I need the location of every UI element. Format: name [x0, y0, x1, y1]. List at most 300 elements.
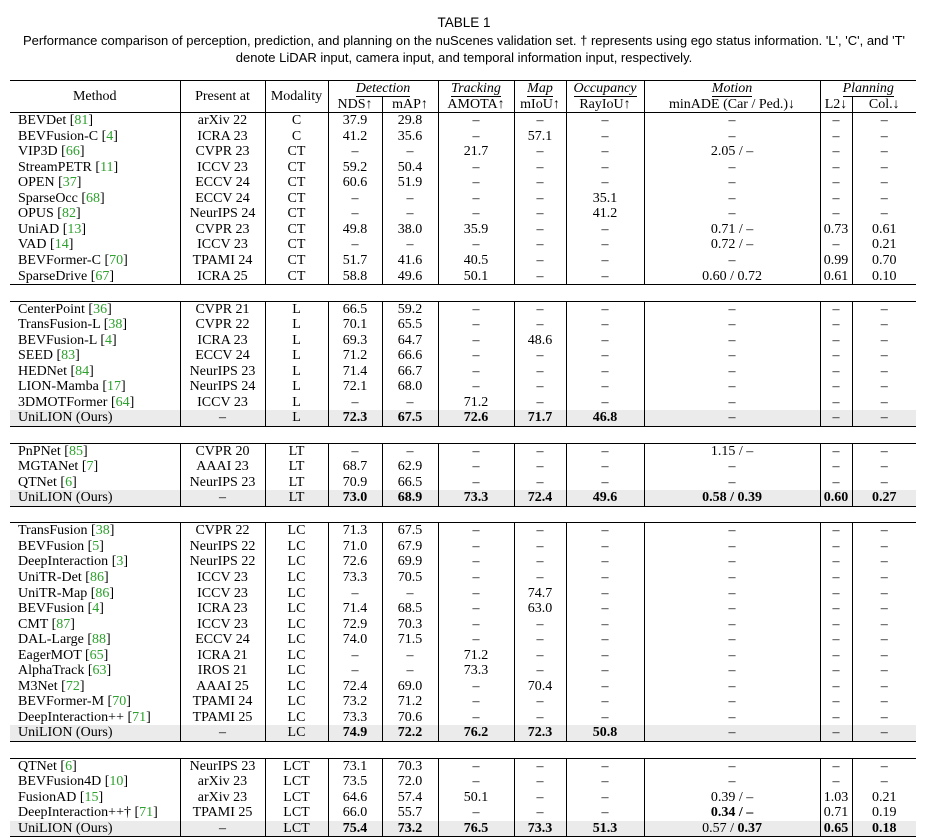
present-cell: TPAMI 25 [180, 805, 265, 821]
l2-cell: – [820, 113, 852, 129]
map-cell: 55.7 [382, 805, 438, 821]
l2-cell: – [820, 395, 852, 411]
header-planning [820, 81, 916, 97]
col-cell: 0.27 [852, 490, 916, 506]
citation-link[interactable]: 3 [116, 554, 124, 570]
method-cell: CMT [87] [18, 616, 75, 632]
map-cell: – [382, 663, 438, 679]
table-row [10, 379, 916, 395]
amota-cell: – [438, 191, 514, 207]
miou-cell: – [514, 805, 566, 821]
method-name: LION-Mamba [18, 379, 99, 395]
miou-cell: – [514, 113, 566, 129]
modality-cell: LC [265, 648, 328, 664]
citation-link[interactable]: 4 [105, 332, 112, 348]
method-cell: SparseDrive [67] [18, 268, 115, 284]
map-cell: 35.6 [382, 129, 438, 145]
method-name: SparseOcc [18, 190, 78, 206]
amota-cell: – [438, 379, 514, 395]
l2-cell: – [820, 317, 852, 333]
header-planning-label: Planning [842, 81, 894, 96]
citation-link[interactable]: 71 [132, 709, 147, 725]
citation-link[interactable]: 10 [109, 774, 124, 790]
col-cell: – [852, 395, 916, 411]
rayiou-cell: – [566, 237, 644, 253]
present-cell: ICRA 23 [180, 601, 265, 617]
l2-cell: – [820, 617, 852, 633]
modality-cell: LT [265, 490, 328, 506]
present-cell: CVPR 22 [180, 523, 265, 539]
citation-link[interactable]: 17 [107, 379, 122, 395]
map-cell: 72.0 [382, 774, 438, 790]
l2-cell: – [820, 648, 852, 664]
citation-link[interactable]: 81 [74, 113, 89, 129]
method-cell: TransFusion [38] [10, 523, 180, 539]
modality-cell: CT [265, 237, 328, 253]
miou-cell: – [514, 694, 566, 710]
method-name: BEVFusion4D [18, 774, 102, 790]
map-cell: 66.7 [382, 364, 438, 380]
l2-cell: – [820, 632, 852, 648]
method-cell: BEVFusion-C [4] [18, 128, 118, 144]
rayiou-cell: 51.3 [566, 821, 644, 837]
modality-cell: LT [265, 475, 328, 491]
header-modality: Modality [265, 81, 328, 113]
method-cell: QTNet [6] [18, 474, 77, 490]
modality-cell: CT [265, 144, 328, 160]
method-cell: UniTR-Det [86] [18, 569, 109, 585]
l2-cell: 0.60 [820, 490, 852, 506]
table-row [10, 648, 916, 664]
minade-cell: – [644, 348, 820, 364]
present-cell: – [180, 490, 265, 506]
method-cell: BEVFusion4D [10] [18, 774, 129, 790]
method-cell: SEED [83] [18, 348, 80, 364]
modality-cell: L [265, 395, 328, 411]
table-row [10, 206, 916, 222]
table-body [10, 113, 916, 837]
table-row [10, 129, 916, 145]
amota-cell: – [438, 364, 514, 380]
table-row [10, 586, 916, 602]
method-cell: 3DMOTFormer [64] [18, 394, 135, 410]
group-separator-cell [10, 427, 916, 444]
col-cell: – [852, 725, 916, 741]
citation-link[interactable]: 6 [65, 758, 73, 774]
col-cell: – [852, 410, 916, 426]
method-cell: OPUS [82] [18, 206, 81, 222]
map-cell: 70.5 [382, 570, 438, 586]
method-name: UniTR-Map [18, 585, 88, 601]
map-cell: 68.0 [382, 379, 438, 395]
present-cell: ICRA 25 [180, 269, 265, 285]
miou-cell: – [514, 475, 566, 491]
map-cell: – [382, 648, 438, 664]
method-name: VAD [18, 237, 47, 253]
l2-cell: – [820, 144, 852, 160]
amota-cell: – [438, 694, 514, 710]
miou-cell: 71.7 [514, 410, 566, 426]
amota-cell: 76.2 [438, 725, 514, 741]
citation-link[interactable]: 37 [62, 175, 77, 191]
modality-cell: L [265, 410, 328, 426]
method-name: HEDNet [18, 363, 67, 379]
method-name: StreamPETR [18, 159, 92, 175]
amota-cell: – [438, 601, 514, 617]
miou-cell: 70.4 [514, 679, 566, 695]
nds-cell: 75.4 [328, 821, 382, 837]
amota-cell: – [438, 617, 514, 633]
citation-link[interactable]: 71 [139, 805, 154, 821]
amota-cell: – [438, 475, 514, 491]
l2-cell: 0.65 [820, 821, 852, 837]
method-cell [10, 821, 180, 837]
nds-cell: 72.4 [328, 679, 382, 695]
citation-link[interactable]: 6 [65, 474, 73, 490]
map-cell: 71.5 [382, 632, 438, 648]
l2-cell: – [820, 364, 852, 380]
citation-link[interactable]: 68 [86, 190, 101, 206]
col-cell: – [852, 694, 916, 710]
amota-cell: – [438, 539, 514, 555]
minade-cell: 0.72 / – [644, 237, 820, 253]
present-cell: ICRA 23 [180, 333, 265, 349]
method-name: M3Net [18, 678, 58, 694]
rayiou-cell: – [566, 269, 644, 285]
citation-link[interactable]: 4 [106, 128, 114, 144]
table-row [10, 301, 916, 317]
amota-cell: – [438, 348, 514, 364]
map-cell: 50.4 [382, 160, 438, 176]
method-name: 3DMOTFormer [18, 394, 108, 410]
amota-cell: – [438, 301, 514, 317]
table-row [10, 539, 916, 555]
rayiou-cell: – [566, 632, 644, 648]
minade-cell: – [644, 379, 820, 395]
rayiou-cell: – [566, 586, 644, 602]
method-cell: HEDNet [84] [18, 363, 94, 379]
present-cell: ICCV 23 [180, 586, 265, 602]
present-cell: – [180, 725, 265, 741]
group-separator-cell [10, 741, 916, 758]
minade-cell: – [644, 301, 820, 317]
citation-link[interactable]: 72 [65, 678, 80, 694]
citation-link[interactable]: 67 [95, 268, 110, 284]
rayiou-cell: – [566, 459, 644, 475]
citation-link[interactable]: 86 [89, 569, 104, 585]
method-name: TransFusion [18, 523, 88, 539]
nds-cell: 66.0 [328, 805, 382, 821]
minade-cell: – [644, 459, 820, 475]
map-cell: – [382, 443, 438, 459]
method-cell: DeepInteraction++† [71] [18, 805, 158, 821]
present-cell: ECCV 24 [180, 348, 265, 364]
rayiou-cell: – [566, 443, 644, 459]
present-cell: ICCV 23 [180, 617, 265, 633]
present-cell: TPAMI 24 [180, 253, 265, 269]
amota-cell: – [438, 333, 514, 349]
minade-cell: – [644, 710, 820, 726]
map-cell: – [382, 237, 438, 253]
minade-cell: 0.57 / 0.37 [644, 821, 820, 837]
method-cell: PnPNet [85] [10, 443, 180, 459]
miou-cell: – [514, 632, 566, 648]
nds-cell: 70.9 [328, 475, 382, 491]
modality-cell: C [265, 129, 328, 145]
present-cell: TPAMI 24 [180, 694, 265, 710]
rayiou-cell: – [566, 222, 644, 238]
modality-cell: LC [265, 663, 328, 679]
group-separator [10, 506, 916, 523]
minade-cell: 1.15 / – [644, 443, 820, 459]
method-name: QTNet [18, 474, 57, 490]
method-name: CMT [18, 616, 49, 632]
map-cell: 64.7 [382, 333, 438, 349]
modality-cell: CT [265, 269, 328, 285]
minade-cell: 0.58 / 0.39 [644, 490, 820, 506]
rayiou-cell: 41.2 [566, 206, 644, 222]
group-separator [10, 741, 916, 758]
col-cell: – [852, 113, 916, 129]
col-cell: – [852, 459, 916, 475]
map-cell: 65.5 [382, 317, 438, 333]
nds-cell: 73.1 [328, 758, 382, 774]
l2-cell: – [820, 237, 852, 253]
method-name: SEED [18, 348, 53, 364]
results-table [10, 80, 916, 837]
col-cell: – [852, 379, 916, 395]
method-name: DeepInteraction++† [18, 805, 131, 821]
map-cell: 68.5 [382, 601, 438, 617]
method-cell: M3Net [72] [18, 678, 85, 694]
group-separator [10, 427, 916, 444]
map-cell: – [382, 206, 438, 222]
rayiou-cell: – [566, 333, 644, 349]
l2-cell: – [820, 663, 852, 679]
citation-link[interactable]: 82 [61, 206, 76, 222]
miou-cell: 63.0 [514, 601, 566, 617]
amota-cell: 73.3 [438, 663, 514, 679]
header-motion [644, 81, 820, 97]
modality-cell: LC [265, 554, 328, 570]
l2-cell: – [820, 554, 852, 570]
amota-cell: – [438, 206, 514, 222]
present-cell: AAAI 25 [180, 679, 265, 695]
minade-cell: – [644, 113, 820, 129]
modality-cell: C [265, 113, 328, 129]
method-name: BEVFormer-M [18, 694, 105, 710]
rayiou-cell: – [566, 790, 644, 806]
col-cell: – [852, 586, 916, 602]
minade-cell: – [644, 523, 820, 539]
modality-cell: L [265, 301, 328, 317]
citation-link[interactable]: 88 [92, 632, 106, 648]
minade-cell: 0.34 / – [644, 805, 820, 821]
nds-cell: 68.7 [328, 459, 382, 475]
citation-link[interactable]: 64 [115, 394, 130, 410]
modality-cell: LC [265, 632, 328, 648]
miou-cell: – [514, 175, 566, 191]
rayiou-cell: – [566, 679, 644, 695]
modality-cell: LC [265, 523, 328, 539]
col-cell: – [852, 364, 916, 380]
col-cell: – [852, 554, 916, 570]
modality-cell: LCT [265, 805, 328, 821]
minade-cell: – [644, 539, 820, 555]
present-cell: NeurIPS 24 [180, 379, 265, 395]
rayiou-cell: – [566, 144, 644, 160]
citation-link[interactable]: 7 [86, 459, 94, 475]
table-row [10, 395, 916, 411]
citation-link[interactable]: 70 [112, 694, 127, 710]
table-row [10, 617, 916, 633]
header-minade: minADE (Car / Ped.)↓ [644, 97, 820, 113]
col-cell: – [852, 475, 916, 491]
l2-cell: – [820, 206, 852, 222]
rayiou-cell: – [566, 523, 644, 539]
rayiou-cell: – [566, 475, 644, 491]
map-cell: 66.6 [382, 348, 438, 364]
map-cell: 29.8 [382, 113, 438, 129]
citation-link[interactable]: 66 [65, 144, 80, 160]
minade-cell: – [644, 129, 820, 145]
method-name: CenterPoint [18, 301, 85, 317]
method-cell: UniTR-Map [86] [18, 585, 115, 601]
method-name: BEVFusion-L [18, 332, 97, 348]
nds-cell: 73.5 [328, 774, 382, 790]
l2-cell: 0.99 [820, 253, 852, 269]
miou-cell: – [514, 648, 566, 664]
minade-cell: – [644, 648, 820, 664]
header-miou: mIoU↑ [514, 97, 566, 113]
l2-cell: – [820, 301, 852, 317]
method-name: DeepInteraction++ [18, 709, 124, 725]
nds-cell: 64.6 [328, 790, 382, 806]
l2-cell: – [820, 129, 852, 145]
modality-cell: LCT [265, 821, 328, 837]
l2-cell: – [820, 410, 852, 426]
rayiou-cell: 49.6 [566, 490, 644, 506]
header-amota: AMOTA↑ [438, 97, 514, 113]
citation-link[interactable]: 65 [89, 647, 104, 663]
citation-link[interactable]: 84 [75, 363, 90, 379]
nds-cell: 72.6 [328, 554, 382, 570]
group-separator-cell [10, 506, 916, 523]
header-col: Col.↓ [852, 97, 916, 113]
modality-cell: L [265, 364, 328, 380]
citation-link[interactable]: 87 [56, 616, 71, 632]
col-cell: – [852, 570, 916, 586]
table-row [10, 269, 916, 285]
col-cell: – [852, 663, 916, 679]
miou-cell: – [514, 206, 566, 222]
citation-link[interactable]: 11 [100, 159, 114, 175]
map-cell: 71.2 [382, 694, 438, 710]
map-cell: 62.9 [382, 459, 438, 475]
nds-cell: 74.0 [328, 632, 382, 648]
l2-cell: – [820, 191, 852, 207]
modality-cell: LCT [265, 758, 328, 774]
map-cell: 41.6 [382, 253, 438, 269]
col-cell: – [852, 348, 916, 364]
present-cell: CVPR 20 [180, 443, 265, 459]
minade-cell: 0.39 / – [644, 790, 820, 806]
nds-cell: 73.3 [328, 710, 382, 726]
citation-link[interactable]: 15 [84, 789, 99, 805]
method-name: VIP3D [18, 144, 58, 160]
citation-link[interactable]: 36 [93, 301, 108, 317]
table-row [10, 774, 916, 790]
present-cell: IROS 21 [180, 663, 265, 679]
l2-cell: – [820, 333, 852, 349]
l2-cell: – [820, 175, 852, 191]
miou-cell: 72.3 [514, 725, 566, 741]
col-cell: – [852, 648, 916, 664]
nds-cell: 71.3 [328, 523, 382, 539]
map-cell: 72.2 [382, 725, 438, 741]
col-cell: 0.10 [852, 269, 916, 285]
col-cell: – [852, 539, 916, 555]
nds-cell: – [328, 395, 382, 411]
rayiou-cell: – [566, 648, 644, 664]
map-cell: 67.5 [382, 410, 438, 426]
present-cell: arXiv 22 [180, 113, 265, 129]
citation-link[interactable]: 13 [67, 221, 82, 237]
l2-cell: 1.03 [820, 790, 852, 806]
present-cell: arXiv 23 [180, 774, 265, 790]
method-cell: VIP3D [66] [18, 144, 85, 160]
miou-cell: – [514, 348, 566, 364]
citation-link[interactable]: 4 [92, 601, 100, 617]
citation-link[interactable]: 63 [92, 663, 107, 679]
l2-cell: – [820, 694, 852, 710]
amota-cell: – [438, 317, 514, 333]
l2-cell: – [820, 679, 852, 695]
nds-cell: 71.2 [328, 348, 382, 364]
modality-cell: CT [265, 160, 328, 176]
amota-cell: – [438, 160, 514, 176]
citation-link[interactable]: 14 [54, 237, 69, 253]
rayiou-cell: – [566, 379, 644, 395]
table-row [10, 333, 916, 349]
citation-link[interactable]: 38 [95, 523, 110, 539]
present-cell: arXiv 23 [180, 790, 265, 806]
miou-cell: – [514, 222, 566, 238]
amota-cell: – [438, 113, 514, 129]
amota-cell: – [438, 237, 514, 253]
l2-cell: – [820, 443, 852, 459]
col-cell: – [852, 758, 916, 774]
method-name: SparseDrive [18, 268, 88, 284]
minade-cell: 0.71 / – [644, 222, 820, 238]
header-present-at: Present at [180, 81, 265, 113]
citation-link[interactable]: 70 [109, 253, 124, 269]
miou-cell: – [514, 144, 566, 160]
present-cell: CVPR 21 [180, 301, 265, 317]
miou-cell: – [514, 317, 566, 333]
citation-link[interactable]: 38 [108, 317, 123, 333]
minade-cell: – [644, 395, 820, 411]
minade-car: 0.57 [702, 820, 727, 836]
modality-cell: LC [265, 586, 328, 602]
citation-link[interactable]: 83 [61, 348, 76, 364]
miou-cell: 73.3 [514, 821, 566, 837]
citation-link[interactable]: 85 [68, 443, 83, 459]
citation-link[interactable]: 5 [92, 538, 100, 554]
nds-cell: – [328, 443, 382, 459]
citation-link[interactable]: 86 [95, 585, 110, 601]
table-row [10, 443, 916, 459]
